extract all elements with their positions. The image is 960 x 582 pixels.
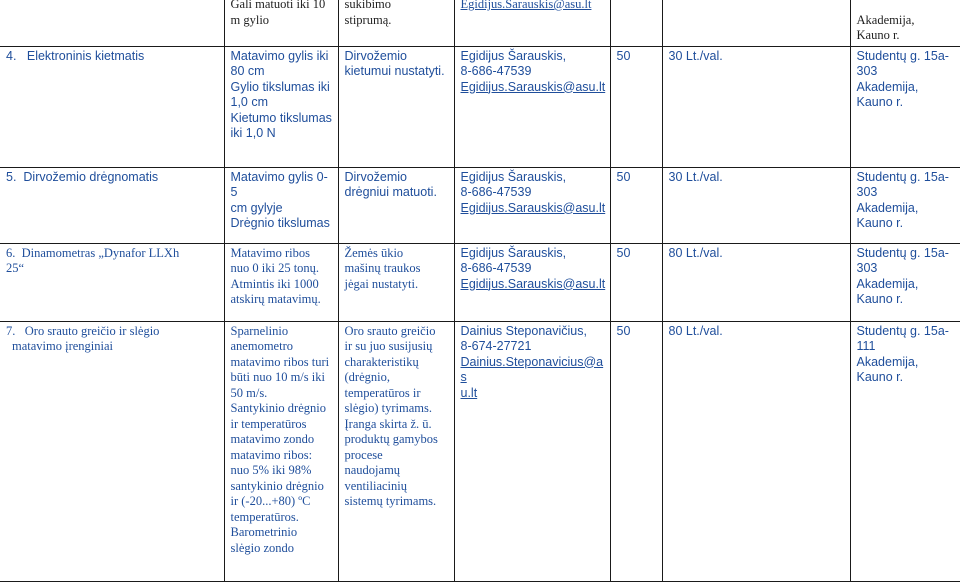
cell-price: 80 Lt./val. bbox=[662, 321, 850, 581]
contact-person: Egidijus Šarauskis, bbox=[460, 48, 567, 63]
spec-line: m gylio bbox=[230, 12, 270, 27]
purpose-line: kietumui nustatyti. bbox=[344, 64, 445, 78]
address-line: Akademija, bbox=[856, 354, 919, 369]
cell-price bbox=[662, 0, 850, 46]
purpose-line: Oro srauto greičio bbox=[344, 323, 436, 338]
cell-price: 80 Lt./val. bbox=[662, 243, 850, 321]
address-line: Studentų g. 15a- bbox=[856, 169, 949, 184]
contact-phone: 8-686-47539 bbox=[460, 64, 532, 78]
spec-line: cm gylyje bbox=[230, 200, 283, 215]
address-line: Kauno r. bbox=[856, 95, 904, 109]
cell-equipment bbox=[0, 243, 224, 321]
cell-equipment bbox=[0, 321, 224, 581]
address-line: Akademija, bbox=[856, 12, 915, 27]
purpose-line: sistemų tyrimams. bbox=[344, 494, 437, 508]
equipment-name: Oro srauto greičio ir slėgio bbox=[24, 323, 160, 338]
cell-specs bbox=[224, 46, 338, 167]
address-line: Kauno r. bbox=[856, 370, 904, 384]
spec-line: anemometro bbox=[230, 339, 293, 353]
spec-line: iki 1,0 N bbox=[230, 126, 276, 140]
spec-line: Sparnelinio bbox=[230, 323, 289, 338]
row-number: 5. bbox=[6, 169, 17, 184]
spec-line: ir temperatūros bbox=[230, 416, 307, 431]
cell-address bbox=[850, 321, 960, 581]
purpose-line: ventiliacinių bbox=[344, 478, 407, 493]
purpose-line: drėgniui matuoti. bbox=[344, 185, 437, 199]
spec-line: 1,0 cm bbox=[230, 95, 269, 109]
spec-line: slėgio zondo bbox=[230, 540, 295, 555]
address-line: Kauno r. bbox=[856, 292, 904, 306]
cell-price: 30 Lt./val. bbox=[662, 46, 850, 167]
spec-line: santykinio drėgnio bbox=[230, 478, 324, 493]
contact-phone: 8-686-47539 bbox=[460, 261, 532, 275]
cell-address bbox=[850, 243, 960, 321]
cell-specs bbox=[224, 167, 338, 243]
spec-line: ir (-20...+80) ºC bbox=[230, 494, 311, 508]
cell-equipment bbox=[0, 46, 224, 167]
cell-equipment bbox=[0, 0, 224, 46]
equipment-name-cont: matavimo įrenginiai bbox=[12, 339, 114, 353]
contact-email-link[interactable]: Egidijus.Sarauskis@asu.lt bbox=[460, 200, 606, 215]
spec-line: matavimo ribos turi bbox=[230, 354, 330, 369]
cell-specs bbox=[224, 243, 338, 321]
address-line: 303 bbox=[856, 185, 878, 199]
cell-quantity: 50 bbox=[610, 167, 662, 243]
spec-line: matavimo ribos: bbox=[230, 447, 313, 462]
cell-purpose bbox=[338, 46, 454, 167]
purpose-line: mašinų traukos bbox=[344, 261, 421, 275]
address-line: Akademija, bbox=[856, 79, 919, 94]
contact-phone: 8-686-47539 bbox=[460, 185, 532, 199]
table-row bbox=[0, 321, 960, 581]
cell-price: 30 Lt./val. bbox=[662, 167, 850, 243]
cell-quantity: 50 bbox=[610, 243, 662, 321]
cell-specs bbox=[224, 0, 338, 46]
address-line: 111 bbox=[856, 339, 876, 353]
cell-quantity: 50 bbox=[610, 46, 662, 167]
contact-person: Egidijus Šarauskis, bbox=[460, 169, 567, 184]
purpose-line: slėgio) tyrimams. bbox=[344, 401, 432, 415]
cell-purpose bbox=[338, 321, 454, 581]
address-line: Kauno r. bbox=[856, 28, 900, 42]
cell-address bbox=[850, 167, 960, 243]
contact-email-link-cont[interactable]: u.lt bbox=[460, 385, 478, 400]
spec-line: Matavimo ribos bbox=[230, 245, 311, 260]
address-line: Studentų g. 15a- bbox=[856, 245, 949, 260]
address-line: Kauno r. bbox=[856, 216, 904, 230]
equipment-name: Dirvožemio drėgnomatis bbox=[23, 169, 159, 184]
spec-line: būti nuo 10 m/s iki bbox=[230, 370, 325, 384]
cell-purpose bbox=[338, 0, 454, 46]
purpose-line: procese bbox=[344, 447, 383, 462]
address-line: Studentų g. 15a- bbox=[856, 48, 949, 63]
row-number: 7. bbox=[6, 323, 16, 338]
equipment-name-cont: 25“ bbox=[6, 261, 25, 275]
spec-line: Gylio tikslumas iki bbox=[230, 79, 330, 94]
purpose-line: temperatūros ir bbox=[344, 385, 421, 400]
table-row bbox=[0, 167, 960, 243]
spec-line: Matavimo gylis 0-5 bbox=[230, 169, 328, 199]
spec-line: nuo 5% iki 98% bbox=[230, 463, 312, 477]
cell-specs bbox=[224, 321, 338, 581]
address-line: 303 bbox=[856, 261, 878, 275]
contact-email-link[interactable]: Egidijus.Sarauskis@asu.lt bbox=[460, 79, 606, 94]
purpose-line: produktų gamybos bbox=[344, 432, 438, 446]
spec-line: atskirų matavimų. bbox=[230, 292, 321, 306]
purpose-line: Įranga skirta ž. ū. bbox=[344, 416, 432, 431]
row-number: 6. bbox=[6, 245, 16, 260]
cell-address bbox=[850, 0, 960, 46]
contact-email-link[interactable]: Dainius.Steponavicius@as bbox=[460, 354, 604, 384]
address-line: Studentų g. 15a- bbox=[856, 323, 949, 338]
purpose-line: Dirvožemio bbox=[344, 169, 408, 184]
cell-contact bbox=[454, 0, 610, 46]
row-number: 4. bbox=[6, 48, 17, 63]
contact-person: Dainius Steponavičius, bbox=[460, 323, 587, 338]
cell-contact bbox=[454, 321, 610, 581]
spec-line: matavimo zondo bbox=[230, 432, 315, 446]
spec-line: nuo 0 iki 25 tonų. bbox=[230, 261, 320, 275]
cell-equipment bbox=[0, 167, 224, 243]
contact-email-link[interactable]: Egidijus.Sarauskis@asu.lt bbox=[460, 276, 606, 291]
cell-address bbox=[850, 46, 960, 167]
purpose-line: Žemės ūkio bbox=[344, 245, 404, 260]
purpose-line: Dirvožemio bbox=[344, 48, 408, 63]
spec-line: 50 m/s. bbox=[230, 385, 268, 400]
spec-line: Barometrinio bbox=[230, 525, 298, 539]
contact-email-link[interactable]: Egidijus.Sarauskis@asu.lt bbox=[460, 0, 592, 11]
purpose-line: ir su juo susijusių bbox=[344, 339, 433, 353]
address-line: Akademija, bbox=[856, 200, 919, 215]
spec-line: 80 cm bbox=[230, 64, 265, 78]
cell-contact bbox=[454, 46, 610, 167]
cell-contact bbox=[454, 167, 610, 243]
address-line: Akademija, bbox=[856, 276, 919, 291]
spec-line: Santykinio drėgnio bbox=[230, 401, 326, 415]
cell-contact bbox=[454, 243, 610, 321]
contact-person: Egidijus Šarauskis, bbox=[460, 245, 567, 260]
table-row bbox=[0, 46, 960, 167]
cell-purpose bbox=[338, 243, 454, 321]
purpose-line: charakteristikų bbox=[344, 354, 419, 369]
spec-line: Atmintis iki 1000 bbox=[230, 276, 319, 291]
purpose-line: jėgai nustatyti. bbox=[344, 276, 419, 291]
equipment-name: Elektroninis kietmatis bbox=[26, 48, 145, 63]
purpose-line: stiprumą. bbox=[344, 12, 392, 27]
spec-line: Drėgnio tikslumas bbox=[230, 216, 330, 230]
table-row bbox=[0, 0, 960, 46]
address-line: 303 bbox=[856, 64, 878, 78]
purpose-line: (drėgnio, bbox=[344, 370, 390, 384]
spec-line: Kietumo tikslumas bbox=[230, 110, 332, 125]
contact-phone: 8-674-27721 bbox=[460, 339, 532, 353]
spec-line: Matavimo gylis iki bbox=[230, 48, 329, 63]
equipment-name: Dinamometras „Dynafor LLXh bbox=[21, 245, 180, 260]
cell-quantity bbox=[610, 0, 662, 46]
purpose-line: naudojamų bbox=[344, 463, 401, 477]
cell-quantity: 50 bbox=[610, 321, 662, 581]
spec-line: Gali matuoti iki 10 bbox=[230, 0, 326, 11]
table-row bbox=[0, 243, 960, 321]
purpose-line: sukibimo bbox=[344, 0, 392, 11]
cell-purpose bbox=[338, 167, 454, 243]
spec-line: temperatūros. bbox=[230, 509, 299, 524]
